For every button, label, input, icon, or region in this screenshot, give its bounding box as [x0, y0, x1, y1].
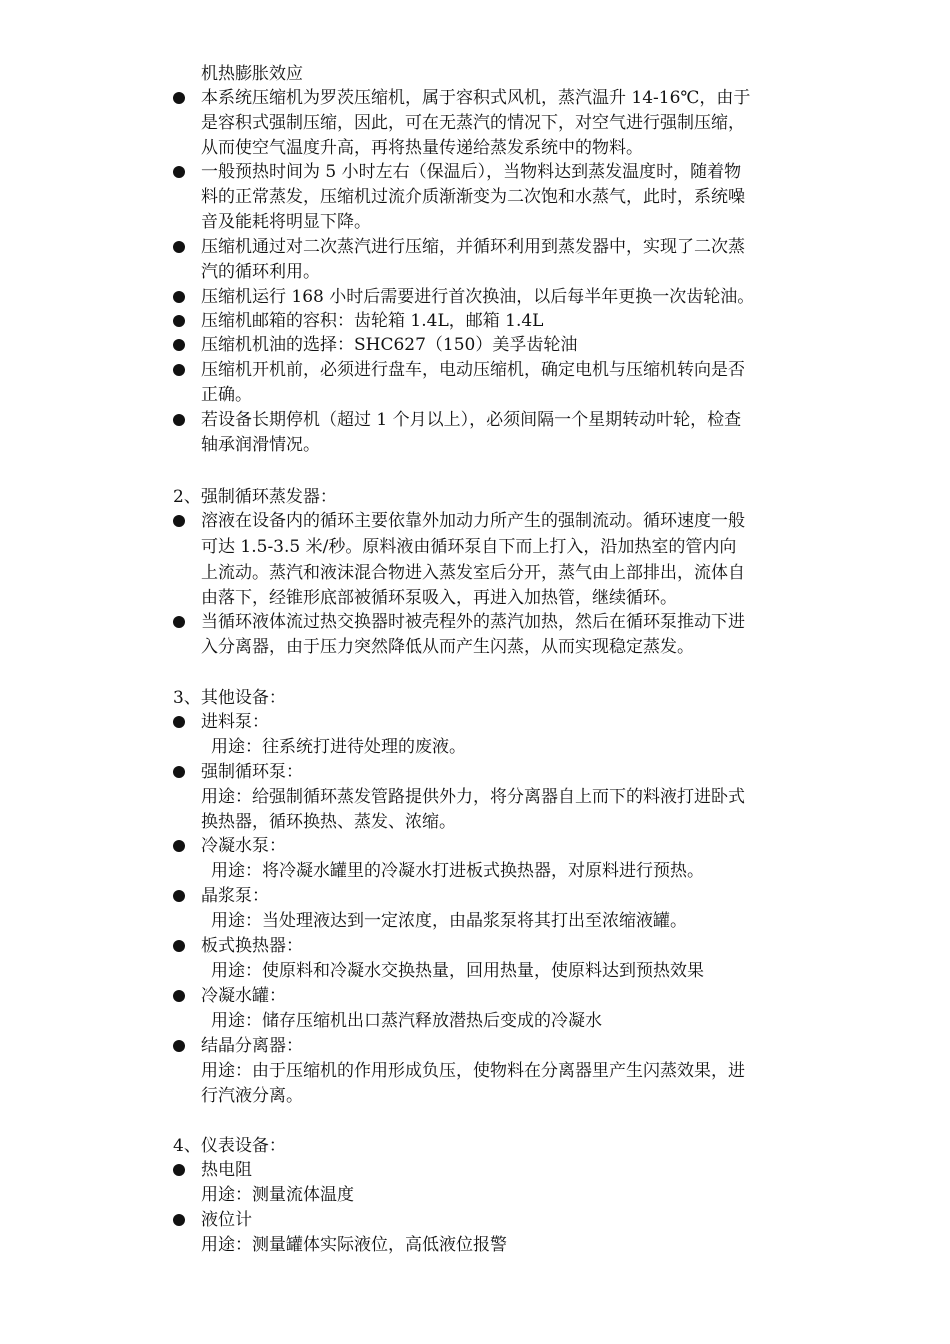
paragraph-line: 料的正常蒸发，压缩机过流介质渐渐变为二次饱和水蒸气，此时，系统噪	[201, 187, 745, 207]
paragraph-line: 压缩机开机前，必须进行盘车，电动压缩机，确定电机与压缩机转向是否	[201, 360, 745, 380]
bullet-icon	[173, 766, 185, 778]
bullet-icon	[173, 414, 185, 426]
intro-continuation: 机热膨胀效应	[201, 64, 303, 84]
instrument-usage: 用途：测量罐体实际液位，高低液位报警	[201, 1235, 507, 1255]
equipment-usage: 用途：当处理液达到一定浓度，由晶浆泵将其打出至浓缩液罐。	[211, 911, 687, 931]
paragraph-line: 正确。	[201, 385, 252, 405]
instrument-name: 液位计	[201, 1210, 252, 1230]
bullet-icon	[173, 92, 185, 104]
paragraph-line: 是容积式强制压缩，因此，可在无蒸汽的情况下，对空气进行强制压缩，	[201, 113, 745, 133]
paragraph-line: 压缩机机油的选择：SHC627（150）美孚齿轮油	[201, 335, 578, 355]
equipment-usage: 用途：储存压缩机出口蒸汽释放潜热后变成的冷凝水	[211, 1011, 602, 1031]
paragraph-line: 压缩机邮箱的容积：齿轮箱 1.4L，邮箱 1.4L	[201, 311, 544, 331]
equipment-usage: 行汽液分离。	[201, 1086, 303, 1106]
equipment-usage: 用途：将冷凝水罐里的冷凝水打进板式换热器，对原料进行预热。	[211, 861, 704, 881]
equipment-name: 进料泵：	[201, 712, 269, 732]
paragraph-line: 一般预热时间为 5 小时左右（保温后），当物料达到蒸发温度时，随着物	[201, 162, 742, 182]
paragraph-line: 压缩机运行 168 小时后需要进行首次换油，以后每半年更换一次齿轮油。	[201, 287, 755, 307]
instrument-usage: 用途：测量流体温度	[201, 1185, 354, 1205]
equipment-usage: 用途：使原料和冷凝水交换热量，回用热量，使原料达到预热效果	[211, 961, 704, 981]
bullet-icon	[173, 840, 185, 852]
instrument-name: 热电阻	[201, 1160, 252, 1180]
paragraph-line: 溶液在设备内的循环主要依靠外加动力所产生的强制流动。循环速度一般	[201, 511, 745, 531]
bullet-icon	[173, 315, 185, 327]
bullet-icon	[173, 1214, 185, 1226]
paragraph-line: 从而使空气温度升高，再将热量传递给蒸发系统中的物料。	[201, 138, 643, 158]
paragraph-line: 可达 1.5-3.5 米/秒。原料液由循环泵自下而上打入，沿加热室的管内向	[201, 537, 737, 557]
bullet-icon	[173, 1040, 185, 1052]
section-heading-forced-circulation-evaporator: 2、强制循环蒸发器：	[173, 487, 337, 507]
paragraph-line: 本系统压缩机为罗茨压缩机，属于容积式风机，蒸汽温升 14-16℃，由于	[201, 88, 751, 108]
paragraph-line: 上流动。蒸汽和液沫混合物进入蒸发室后分开，蒸气由上部排出，流体自	[201, 563, 745, 583]
paragraph-line: 入分离器，由于压力突然降低从而产生闪蒸，从而实现稳定蒸发。	[201, 637, 694, 657]
paragraph-line: 由落下，经锥形底部被循环泵吸入，再进入加热管，继续循环。	[201, 588, 677, 608]
bullet-icon	[173, 166, 185, 178]
bullet-icon	[173, 339, 185, 351]
paragraph-line: 汽的循环利用。	[201, 262, 320, 282]
bullet-icon	[173, 716, 185, 728]
bullet-icon	[173, 940, 185, 952]
bullet-icon	[173, 515, 185, 527]
paragraph-line: 音及能耗将明显下降。	[201, 212, 371, 232]
bullet-icon	[173, 990, 185, 1002]
equipment-usage: 用途：由于压缩机的作用形成负压，使物料在分离器里产生闪蒸效果，进	[201, 1061, 745, 1081]
equipment-name: 板式换热器：	[201, 936, 303, 956]
section-heading-other-equipment: 3、其他设备：	[173, 688, 286, 708]
section-heading-instrument-equipment: 4、仪表设备：	[173, 1136, 286, 1156]
bullet-icon	[173, 364, 185, 376]
paragraph-line: 当循环液体流过热交换器时被壳程外的蒸汽加热，然后在循环泵推动下进	[201, 612, 745, 632]
bullet-icon	[173, 241, 185, 253]
equipment-name: 冷凝水罐：	[201, 986, 286, 1006]
equipment-usage: 用途：往系统打进待处理的废液。	[211, 737, 466, 757]
equipment-name: 晶浆泵：	[201, 886, 269, 906]
bullet-icon	[173, 291, 185, 303]
bullet-icon	[173, 616, 185, 628]
bullet-icon	[173, 890, 185, 902]
bullet-icon	[173, 1164, 185, 1176]
paragraph-line: 压缩机通过对二次蒸汽进行压缩，并循环利用到蒸发器中，实现了二次蒸	[201, 237, 745, 257]
equipment-usage: 换热器，循环换热、蒸发、浓缩。	[201, 812, 456, 832]
paragraph-line: 轴承润滑情况。	[201, 435, 320, 455]
equipment-name: 结晶分离器：	[201, 1036, 303, 1056]
equipment-name: 冷凝水泵：	[201, 836, 286, 856]
paragraph-line: 若设备长期停机（超过 1 个月以上），必须间隔一个星期转动叶轮，检查	[201, 410, 742, 430]
equipment-name: 强制循环泵：	[201, 762, 303, 782]
equipment-usage: 用途：给强制循环蒸发管路提供外力，将分离器自上而下的料液打进卧式	[201, 787, 745, 807]
